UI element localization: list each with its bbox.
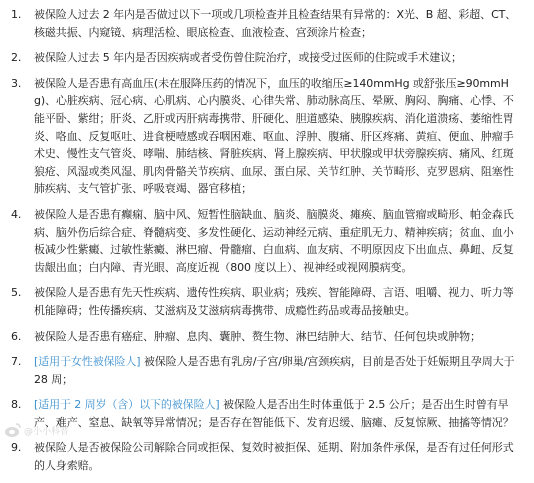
item-text: 被保险人是否被保险公司解除合同或拒保、复效时被拒保、延期、附加条件承保，是否有过任何形式的人身索赔。 xyxy=(34,441,514,473)
list-item xyxy=(0,353,534,388)
item-number: 3. xyxy=(11,76,22,90)
item-number: 6. xyxy=(11,329,22,343)
item-text: 被保险人是否患有先天性疾病、遗传性疾病、职业病；残疾、智能障碍、言语、咀嚼、视力、听力等机能障碍；性传播疾病、艾滋病及艾滋病病毒携带、成瘾性药品或毒品接触史。 xyxy=(34,286,514,317)
weibo-logo-icon xyxy=(4,422,80,438)
applicability-tag: [适用于女性被保险人] xyxy=(34,355,141,369)
item-number: 2. xyxy=(11,51,22,65)
list-item xyxy=(0,284,534,319)
weibo-logo-watermark xyxy=(4,422,80,438)
list-item xyxy=(0,75,534,198)
item-text: 被保险人过去 5 年内是否因疾病或者受伤曾住院治疗，或接受过医师的住院或手术建议； xyxy=(34,51,462,65)
applicability-tag: [适用于 2 周岁（含）以下的被保险人] xyxy=(34,398,220,412)
item-text: 被保险人是否患有癌症、肿瘤、息肉、囊肿、赘生物、淋巴结肿大、结节、任何包块或肿物； xyxy=(34,329,481,343)
list-item xyxy=(0,6,534,41)
item-text: 被保险人是否出生时体重低于 2.5 公斤；是否出生时曾有早产、难产、窒息、缺氧等异常情况；是否存在智能低下、发育迟缓、脑瘫、反复惊厥、抽搐等情况？ xyxy=(34,398,514,429)
item-text: 被保险人是否患有高血压(未在服降压药的情况下，血压的收缩压≥140mmHg 或舒张压≥90mmHg)、心脏疾病、冠心病、心肌病、心内膜炎、心律失常、肺动脉高压、晕厥、胸闷、胸痛、心悸、不能平卧、紫绀；肝炎、乙肝或丙肝病毒携带、肝硬化、胆道感染、胰腺疾病、消化道溃疡、萎缩性胃炎、咯血、反复呕吐、进食梗噎感或吞咽困难、呕血、浮肿、腹痛、肝区疼痛、黄疸、便血、肿瘤手术史、慢性支气管炎、哮喘、肺结核、肾脏疾病、肾上腺疾病、甲状腺或甲状旁腺疾病、痛风、红斑狼疮、风湿或类风湿、肌肉骨骼关节疾病、血尿、蛋白尿、关节红肿、关节畸形、克罗恩病、阻塞性肺疾病、支气管扩张、呼吸衰竭、器官移植； xyxy=(34,76,514,196)
item-number: 5. xyxy=(11,286,22,300)
item-text: 被保险人是否患有癫痫、脑中风、短暂性脑缺血、脑炎、脑膜炎、瘫痪、脑血管瘤或畸形、帕金森氏病、脑外伤后综合症、脊髓病变、多发性硬化、运动神经元病、重症肌无力、精神疾病；贫血、血小板减少性紫癜、过敏性紫癜、淋巴瘤、骨髓瘤、白血病、血友病、不明原因皮下出血点、鼻衄、反复齿龈出血；白内障、青光眼、高度近视（800 度以上）、视神经或视网膜病变。 xyxy=(34,207,514,274)
item-text: 被保险人是否患有乳房/子宫/卵巢/宫颈疾病，目前是否处于妊娠期且孕周大于 28 周； xyxy=(34,355,515,386)
item-text: 被保险人过去 2 年内是否做过以下一项或几项检查并且检查结果有异常的：X光、B 超、彩超、CT、核磁共振、内窥镜、病理活检、眼底检查、血液检查、宫颈涂片检查； xyxy=(34,8,517,39)
svg-text:@小小科普: @小小科普 xyxy=(24,427,70,437)
list-item xyxy=(0,328,534,346)
list-item xyxy=(0,396,534,431)
list-item xyxy=(0,49,534,67)
health-declaration-list xyxy=(0,6,534,483)
list-item xyxy=(0,206,534,276)
item-number: 9. xyxy=(11,441,22,455)
list-item xyxy=(0,439,534,474)
item-number: 7. xyxy=(11,355,22,369)
item-number: 8. xyxy=(11,398,22,412)
item-number: 1. xyxy=(11,8,22,21)
item-number: 4. xyxy=(11,207,22,221)
